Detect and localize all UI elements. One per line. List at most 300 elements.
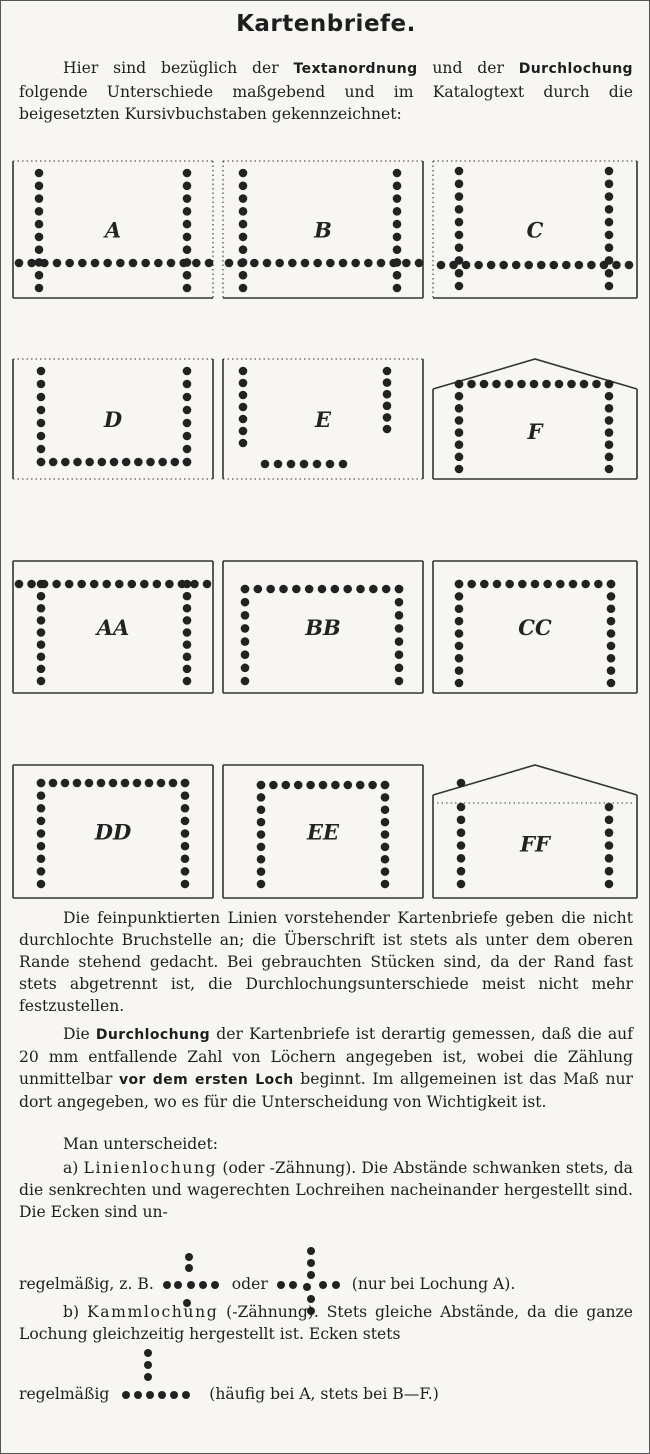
- perforation-box-a-hole: [183, 233, 192, 242]
- perforation-box-e-hole: [239, 391, 248, 400]
- perforation-box-b-hole: [239, 245, 248, 254]
- perforation-box-ee-hole: [257, 781, 266, 790]
- perforation-box-cc-hole: [607, 617, 616, 626]
- perforation-box-f-hole: [555, 380, 564, 389]
- perforation-box-bb-hole: [241, 677, 250, 686]
- perforation-box-bb-hole: [395, 637, 404, 646]
- perforation-box-f-hole: [605, 380, 614, 389]
- perforation-box-dd-hole: [109, 779, 118, 788]
- perforation-box-bb-hole: [395, 650, 404, 659]
- perforation-box-b-hole: [393, 284, 402, 293]
- perforation-box-d-hole: [183, 380, 192, 389]
- perforation-box-c-hole: [605, 167, 614, 176]
- perforation-box-e-hole: [339, 460, 348, 469]
- perforation-box-dd-hole: [181, 804, 190, 813]
- perforation-box-bb-hole: [331, 585, 340, 594]
- perforation-box-cc-hole: [455, 580, 464, 589]
- perforation-box-d-hole: [183, 367, 192, 376]
- perforation-box-e-hole: [239, 403, 248, 412]
- perforation-box-d-hole: [37, 406, 46, 415]
- box-label-e: E: [314, 407, 332, 432]
- perforation-box-dd-hole: [181, 880, 190, 889]
- perforation-box-f-hole: [455, 380, 464, 389]
- perforation-box-f-hole: [455, 392, 464, 401]
- perforation-comb-sample: [122, 1385, 196, 1405]
- perforation-box-a-hole: [183, 194, 192, 203]
- perforation-box-a-hole: [35, 258, 44, 267]
- item-a-text: (oder -Zähnung). Die Abstände schwanken stets, da die senkrechten und wagerechten Lochreihen nacheinander hergestellt sind. Die Ecken sind un-: [19, 1159, 633, 1221]
- item-b-line2-a: regelmäßig: [19, 1385, 110, 1403]
- perforation-box-e-hole: [383, 413, 392, 422]
- perforation-box-e-hole: [383, 390, 392, 399]
- perforation-box-ee-hole: [381, 843, 390, 852]
- box-label-ff: FF: [520, 831, 550, 857]
- perforation-box-c-hole: [605, 218, 614, 227]
- perforation-box-dd-hole: [181, 829, 190, 838]
- perforation-box-b-hole: [393, 169, 402, 178]
- paragraph-feinpunktiert-text: Die feinpunktierten Linien vorstehender Kartenbriefe geben die nicht durchlochte Bruchstelle an; die Überschrift ist stets als unter dem oberen Rande stehend gedacht. Bei gebrauchten Stücken sind, da der Rand fast stets abgetrennt ist, die Durchlochungsunterschiede meist nicht mehr festzustellen.: [19, 909, 633, 1015]
- perforation-box-b-hole: [239, 181, 248, 190]
- perforation-box-dd-hole: [49, 779, 58, 788]
- item-a-line2-b: oder: [231, 1275, 268, 1293]
- perforation-box-aa-hole: [37, 652, 46, 661]
- perforation-box-e-hole: [313, 460, 322, 469]
- perforation-box-d-hole: [183, 406, 192, 415]
- perforation-box-bb-hole: [241, 664, 250, 673]
- perforation-box-f-hole: [605, 416, 614, 425]
- perforation-box-e-hole: [239, 439, 248, 448]
- perforation-box-aa-hole: [183, 665, 192, 674]
- perforation-box-ee-hole: [381, 805, 390, 814]
- perforation-box-ee-hole: [381, 793, 390, 802]
- perforation-box-a-hole: [35, 220, 44, 229]
- para2-text-b: der Kartenbriefe ist derartig gemessen, daß die auf 20 mm entfallende Zahl von Löchern angegeben ist, wobei die Zählung unmittelbar: [19, 1025, 633, 1088]
- perforation-box-aa-hole: [165, 580, 174, 589]
- perforation-box-a-hole: [183, 207, 192, 216]
- perforation-box-cc-hole: [607, 654, 616, 663]
- perforation-box-bb-hole: [395, 598, 404, 607]
- perforation-box-c-hole: [605, 256, 614, 265]
- perforation-box-ff-hole: [457, 803, 466, 812]
- perforation-box-dd-hole: [181, 842, 190, 851]
- perforation-box-ee-hole: [344, 781, 353, 790]
- box-label-f: F: [527, 419, 543, 444]
- perforation-box-ff-hole: [605, 867, 614, 876]
- perforation-box-dd-hole: [37, 804, 46, 813]
- perforation-box-f-hole: [455, 404, 464, 413]
- perforation-box-c-hole: [575, 261, 584, 270]
- perforation-box-aa-hole: [37, 616, 46, 625]
- perforation-box-c-hole: [437, 261, 446, 270]
- perforation-box-cc-hole: [455, 642, 464, 651]
- perforation-box-ff-hole: [605, 854, 614, 863]
- perforation-box-c-hole: [455, 192, 464, 201]
- perforation-box-ee-hole: [368, 781, 377, 790]
- perforation-box-c-hole: [605, 205, 614, 214]
- perforation-box-bb-hole: [241, 624, 250, 633]
- perforation-box-f-hole: [492, 380, 501, 389]
- perforation-box-ee-hole: [381, 818, 390, 827]
- perforation-box-b-hole: [250, 259, 259, 268]
- perforation-box-cc-hole: [569, 580, 578, 589]
- perforation-box-ff-hole: [605, 828, 614, 837]
- perforation-box-d-hole: [37, 432, 46, 441]
- perforation-box-c-hole: [512, 261, 521, 270]
- perforation-box-aa-hole: [15, 580, 24, 589]
- item-b-lead: b): [63, 1303, 80, 1321]
- perforation-box-dd-hole: [73, 779, 82, 788]
- perforation-box-e-hole: [239, 427, 248, 436]
- perforation-box-b-hole: [301, 259, 310, 268]
- perforation-box-dd-hole: [85, 779, 94, 788]
- perforation-box-a-hole: [35, 169, 44, 178]
- perforation-box-b-hole: [351, 259, 360, 268]
- perforation-box-c-hole: [625, 261, 634, 270]
- perforation-box-ff-hole: [605, 880, 614, 889]
- perforation-box-e-hole: [300, 460, 309, 469]
- perforation-box-ee-hole: [257, 880, 266, 889]
- perforation-box-cc-hole: [607, 580, 616, 589]
- perforation-box-d-hole: [37, 458, 46, 467]
- perforation-box-a-hole: [129, 259, 138, 268]
- perforation-box-ee-hole: [381, 867, 390, 876]
- perforation-box-aa-hole: [37, 640, 46, 649]
- perforation-box-c-hole: [455, 179, 464, 188]
- perforation-box-a-hole: [183, 284, 192, 293]
- perforation-box-b-hole: [393, 233, 402, 242]
- keyword-vor-dem-ersten-loch: vor dem ersten Loch: [118, 1072, 294, 1088]
- perforation-box-ee-hole: [257, 793, 266, 802]
- perforation-box-aa-hole: [77, 580, 86, 589]
- perforation-box-dd-hole: [121, 779, 130, 788]
- perforation-box-f-hole: [530, 380, 539, 389]
- perforation-box-d-hole: [37, 445, 46, 454]
- perforation-box-a-hole: [167, 259, 176, 268]
- perforation-box-bb-hole: [343, 585, 352, 594]
- perforation-box-cc-hole: [607, 679, 616, 688]
- perforation-box-f-hole: [605, 392, 614, 401]
- keyword-durchlochung-2: Durchlochung: [95, 1027, 211, 1043]
- perforation-box-aa-hole: [37, 592, 46, 601]
- perforation-box-a-hole: [116, 259, 125, 268]
- perforation-box-dd-hole: [169, 779, 178, 788]
- perforation-box-dd-hole: [157, 779, 166, 788]
- perforation-box-cc-hole: [518, 580, 527, 589]
- perforation-box-a-hole: [15, 259, 24, 268]
- perforation-box-b-hole: [263, 259, 272, 268]
- perforation-box-a-hole: [27, 259, 36, 268]
- perforation-box-dd-hole: [181, 791, 190, 800]
- perforation-box-c-hole: [587, 261, 596, 270]
- perforation-box-cc-hole: [455, 679, 464, 688]
- perforation-box-d-hole: [183, 432, 192, 441]
- perforation-box-d-hole: [122, 458, 131, 467]
- perforation-box-f-hole: [567, 380, 576, 389]
- perforation-box-b-hole: [326, 259, 335, 268]
- perforation-box-aa-hole: [183, 592, 192, 601]
- perforation-box-c-hole: [455, 282, 464, 291]
- perforation-box-d-hole: [183, 419, 192, 428]
- perforation-box-cc-hole: [607, 592, 616, 601]
- paragraph-durchlochung: [19, 1023, 633, 1113]
- box-label-c: C: [526, 217, 544, 243]
- paragraph-feinpunktiert: [19, 907, 633, 1017]
- perforation-box-d-hole: [183, 458, 192, 467]
- perforation-box-dd-hole: [61, 779, 70, 788]
- perforation-box-dd-hole: [181, 854, 190, 863]
- item-a-lead: a): [63, 1159, 79, 1177]
- perforation-box-a-hole: [35, 207, 44, 216]
- perforation-box-c-hole: [537, 261, 546, 270]
- perforation-box-b-hole: [288, 259, 297, 268]
- perforation-box-dd-hole: [37, 817, 46, 826]
- perforation-box-d-hole: [49, 458, 58, 467]
- perforation-box-d-hole: [37, 393, 46, 402]
- perforation-box-d-hole: [183, 393, 192, 402]
- perforation-box-a-hole: [35, 194, 44, 203]
- perforation-box-a-hole: [183, 169, 192, 178]
- perforation-box-f-hole: [580, 380, 589, 389]
- perforation-box-aa-hole: [27, 580, 36, 589]
- perforation-box-b-hole: [239, 233, 248, 242]
- perforation-box-d-hole: [171, 458, 180, 467]
- perforation-box-aa-hole: [183, 628, 192, 637]
- perforation-box-dd-hole: [37, 880, 46, 889]
- perforation-box-f-hole: [455, 416, 464, 425]
- perforation-box-a-hole: [183, 181, 192, 190]
- perforation-box-a-hole: [35, 271, 44, 280]
- paragraph-man-unterscheidet: [19, 1133, 633, 1155]
- perforation-box-f-hole: [467, 380, 476, 389]
- perforation-box-dd-hole: [37, 829, 46, 838]
- perforation-box-ee-hole: [331, 781, 340, 790]
- perforation-box-d-hole: [146, 458, 155, 467]
- perforation-box-ee-hole: [356, 781, 365, 790]
- perforation-box-ee-hole: [381, 855, 390, 864]
- box-label-dd: DD: [94, 819, 132, 845]
- perforation-box-cc-hole: [455, 617, 464, 626]
- perforation-box-bb-hole: [292, 585, 301, 594]
- perforation-box-aa-hole: [37, 665, 46, 674]
- page-title: Kartenbriefe.: [236, 11, 416, 37]
- perforation-box-cc-hole: [455, 604, 464, 613]
- perforation-box-ee-hole: [257, 805, 266, 814]
- perforation-box-aa-hole: [115, 580, 124, 589]
- box-label-ee: EE: [306, 819, 340, 845]
- perforation-box-ee-hole: [257, 867, 266, 876]
- perforation-box-dd-hole: [133, 779, 142, 788]
- perforation-box-d-hole: [110, 458, 119, 467]
- perforation-box-e-hole: [383, 367, 392, 376]
- perforation-box-a-hole: [183, 220, 192, 229]
- perforation-box-c-hole: [605, 282, 614, 291]
- perforation-box-c-hole: [455, 167, 464, 176]
- perforation-box-cc-hole: [607, 604, 616, 613]
- perforation-box-f-hole: [542, 380, 551, 389]
- perforation-box-b-hole: [393, 220, 402, 229]
- perforation-box-bb-hole: [241, 585, 250, 594]
- perforation-box-bb-hole: [241, 637, 250, 646]
- perforation-box-b-hole: [377, 259, 386, 268]
- perforation-box-b-hole: [239, 194, 248, 203]
- perforation-box-aa-hole: [190, 580, 199, 589]
- perforation-box-dd-hole: [181, 779, 190, 788]
- perforation-box-ee-hole: [381, 781, 390, 790]
- perforation-box-c-hole: [455, 269, 464, 278]
- perforation-box-ff-hole: [457, 880, 466, 889]
- perforation-box-b-hole: [313, 259, 322, 268]
- perforation-box-aa-hole: [203, 580, 212, 589]
- perforation-box-cc-hole: [543, 580, 552, 589]
- perforation-box-c-hole: [455, 231, 464, 240]
- perforation-box-c-hole: [605, 192, 614, 201]
- item-b-text: (-Zähnung). Stets gleiche Abstände, da die ganze Lochung gleichzeitig hergestellt ist. Ecken stets: [19, 1303, 633, 1343]
- perforation-box-bb-hole: [395, 677, 404, 686]
- perforation-box-ee-hole: [381, 830, 390, 839]
- perforation-box-a-hole: [35, 233, 44, 242]
- item-b-line2-b: (häufig bei A, stets bei B—F.): [209, 1385, 439, 1403]
- perforation-box-f-hole: [605, 453, 614, 462]
- perforation-box-d-hole: [37, 419, 46, 428]
- intro-text-2: und der: [432, 59, 504, 77]
- perforation-box-dd-hole: [181, 867, 190, 876]
- perforation-box-e-hole: [326, 460, 335, 469]
- perforation-box-ff-hole: [457, 779, 466, 788]
- perforation-box-dd-hole: [145, 779, 154, 788]
- perforation-box-f-hole: [592, 380, 601, 389]
- perforation-box-bb-hole: [266, 585, 275, 594]
- perforation-box-ee-hole: [381, 880, 390, 889]
- perforation-box-b-hole: [239, 169, 248, 178]
- perforation-box-a-hole: [154, 259, 163, 268]
- perforation-box-aa-hole: [102, 580, 111, 589]
- item-b-kammlochung: [19, 1301, 633, 1345]
- perforation-box-b-hole: [239, 258, 248, 267]
- perforation-box-cc-hole: [467, 580, 476, 589]
- perforation-box-aa-hole: [183, 604, 192, 613]
- perforation-box-dd-hole: [37, 779, 46, 788]
- perforation-box-c-hole: [550, 261, 559, 270]
- perforation-box-aa-hole: [128, 580, 137, 589]
- perforation-box-bb-hole: [382, 585, 391, 594]
- perforation-box-b-hole: [239, 271, 248, 280]
- perforation-box-c-hole: [455, 243, 464, 252]
- perforation-box-d-hole: [37, 367, 46, 376]
- perforation-box-dd-hole: [37, 854, 46, 863]
- box-label-bb: BB: [305, 615, 341, 640]
- perforation-box-aa-hole: [37, 628, 46, 637]
- perforation-box-dd-hole: [97, 779, 106, 788]
- perforation-box-ee-hole: [269, 781, 278, 790]
- perforation-box-d-hole: [73, 458, 82, 467]
- para2-text-a: Die: [63, 1025, 90, 1043]
- perforation-box-d-hole: [37, 380, 46, 389]
- perforation-box-b-hole: [393, 245, 402, 254]
- perforation-box-aa-hole: [37, 604, 46, 613]
- perforation-box-aa-hole: [90, 580, 99, 589]
- perforation-box-e-hole: [239, 367, 248, 376]
- perforation-box-cc-hole: [594, 580, 603, 589]
- perforation-box-f-hole: [455, 465, 464, 474]
- perforation-box-cc-hole: [607, 629, 616, 638]
- perforation-box-a-hole: [183, 258, 192, 267]
- perforation-box-bb-hole: [395, 624, 404, 633]
- perforation-box-aa-hole: [37, 677, 46, 686]
- perforation-box-dd-hole: [37, 791, 46, 800]
- perforation-box-cc-hole: [455, 654, 464, 663]
- perforation-box-aa-hole: [183, 677, 192, 686]
- perforation-box-aa-hole: [37, 580, 46, 589]
- perforation-box-b-hole: [225, 259, 234, 268]
- perforation-box-a-hole: [103, 259, 112, 268]
- perforation-box-ff-hole: [457, 816, 466, 825]
- box-label-cc: CC: [518, 615, 552, 640]
- perforation-box-aa-hole: [183, 652, 192, 661]
- perforation-box-b-hole: [393, 194, 402, 203]
- perforation-box-cc-hole: [455, 629, 464, 638]
- perforation-box-a-hole: [35, 284, 44, 293]
- perforation-box-bb-hole: [305, 585, 314, 594]
- perforation-box-e-hole: [261, 460, 270, 469]
- perforation-box-cc-hole: [556, 580, 565, 589]
- perforation-box-ff-hole: [457, 854, 466, 863]
- perforation-box-d-hole: [158, 458, 167, 467]
- perforation-box-cc-hole: [493, 580, 502, 589]
- perforation-box-a-hole: [53, 259, 62, 268]
- perforation-box-b-hole: [393, 181, 402, 190]
- perforation-box-aa-hole: [52, 580, 61, 589]
- perforation-box-e-hole: [239, 415, 248, 424]
- para2-text-c: beginnt. Im allgemeinen ist das Maß nur dort angegeben, wo es für die Unterscheidung von Wichtigkeit ist.: [19, 1070, 633, 1111]
- box-label-a: A: [104, 217, 122, 243]
- perforation-box-c-hole: [455, 205, 464, 214]
- perforation-box-bb-hole: [395, 611, 404, 620]
- perforation-box-b-hole: [239, 220, 248, 229]
- perforation-box-b-hole: [364, 259, 373, 268]
- perforation-box-ee-hole: [282, 781, 291, 790]
- perforation-box-b-hole: [339, 259, 348, 268]
- perforation-box-c-hole: [474, 261, 483, 270]
- perforation-box-aa-hole: [65, 580, 74, 589]
- perforation-box-e-hole: [383, 425, 392, 434]
- perforation-box-ff-hole: [457, 841, 466, 850]
- box-label-aa: AA: [96, 615, 130, 640]
- perforation-box-c-hole: [455, 256, 464, 265]
- perforation-box-c-hole: [605, 243, 614, 252]
- perforation-box-bb-hole: [241, 650, 250, 659]
- perforation-box-d-hole: [98, 458, 107, 467]
- perforation-box-aa-hole: [153, 580, 162, 589]
- perforation-box-a-hole: [141, 259, 150, 268]
- perforation-box-c-hole: [499, 261, 508, 270]
- perforation-box-ee-hole: [257, 855, 266, 864]
- box-label-b: B: [314, 217, 332, 243]
- perforation-box-cc-hole: [505, 580, 514, 589]
- perforation-box-cc-hole: [607, 642, 616, 651]
- perforation-box-aa-hole: [140, 580, 149, 589]
- perforation-box-c-hole: [605, 269, 614, 278]
- perforation-box-b-hole: [393, 258, 402, 267]
- perforation-box-b-hole: [393, 271, 402, 280]
- perforation-box-c-hole: [612, 261, 621, 270]
- perforation-box-c-hole: [487, 261, 496, 270]
- perforation-box-e-hole: [274, 460, 283, 469]
- item-a-line2-a: regelmäßig, z. B.: [19, 1275, 154, 1293]
- perforation-box-c-hole: [562, 261, 571, 270]
- perforation-box-cc-hole: [455, 666, 464, 675]
- perforation-box-ee-hole: [257, 843, 266, 852]
- perforation-box-f-hole: [605, 428, 614, 437]
